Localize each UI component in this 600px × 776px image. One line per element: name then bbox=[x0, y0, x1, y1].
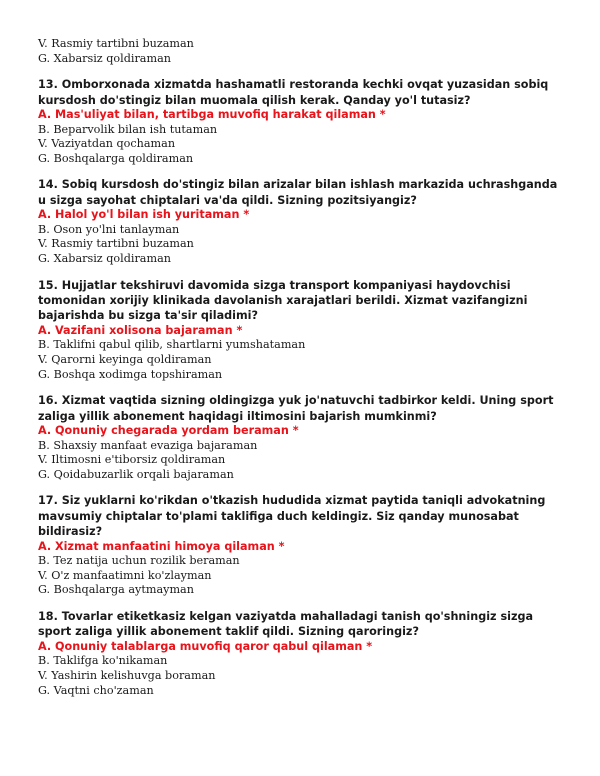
question-16 bbox=[38, 393, 568, 482]
option-v: V. Qarorni keyinga qoldiraman bbox=[38, 352, 212, 366]
question-17 bbox=[38, 493, 568, 598]
option-g: G. Vaqtni cho'zaman bbox=[38, 683, 154, 697]
option-b: B. Oson yo'lni tanlayman bbox=[38, 222, 180, 236]
document-page bbox=[38, 37, 568, 698]
question-14 bbox=[38, 177, 568, 266]
top-options bbox=[38, 37, 568, 66]
question-text: 17. Siz yuklarni ko'rikdan o'tkazish hududida xizmat paytida taniqli advokatning mavsumiy chiptalar to'plami taklifiga duch keldingiz. Siz qanday munosabat bildirasiz? bbox=[38, 494, 546, 539]
correct-answer: A. Halol yo'l bilan ish yuritaman * bbox=[38, 208, 250, 222]
option-g: G. Boshqa xodimga topshiraman bbox=[38, 367, 223, 381]
correct-answer: A. Vazifani xolisona bajaraman * bbox=[38, 323, 243, 337]
option-v: V. O'z manfaatimni ko'zlayman bbox=[38, 568, 212, 582]
question-text: 14. Sobiq kursdosh do'stingiz bilan arizalar bilan ishlash markazida uchrashganda u sizga sayohat chiptalari va'da qildi. Sizning pozitsiyangiz? bbox=[38, 178, 558, 207]
question-text: 15. Hujjatlar tekshiruvi davomida sizga transport kompaniyasi haydovchisi tomonidan xorijiy klinikada davolanish xarajatlari berildi. Xizmat vazifangizni bajarishda bu sizga ta'sir qiladimi? bbox=[38, 278, 528, 323]
option-b: B. Tez natija uchun rozilik beraman bbox=[38, 554, 240, 568]
option-v: V. Vaziyatdan qochaman bbox=[38, 137, 176, 151]
question-18 bbox=[38, 609, 568, 698]
option-v: V. Iltimosni e'tiborsiz qoldiraman bbox=[38, 453, 226, 467]
option-g: G. Qoidabuzarlik orqali bajaraman bbox=[38, 467, 234, 481]
option-v: V. Yashirin kelishuvga boraman bbox=[38, 668, 216, 682]
question-text: 16. Xizmat vaqtida sizning oldingizga yuk jo'natuvchi tadbirkor keldi. Uning sport zaliga yillik abonement haqidagi iltimosini bajarish mumkinmi? bbox=[38, 394, 554, 423]
option-b: B. Taklifga ko'nikaman bbox=[38, 654, 168, 668]
option-g: G. Boshqalarga qoldiraman bbox=[38, 151, 194, 165]
option-b: B. Shaxsiy manfaat evaziga bajaraman bbox=[38, 438, 258, 452]
correct-answer: A. Qonuniy talablarga muvofiq qaror qabul qilaman * bbox=[38, 639, 373, 653]
question-text: 13. Omborxonada xizmatda hashamatli restoranda kechki ovqat yuzasidan sobiq kursdosh do'stingiz bilan muomala qilish kerak. Qanday yo'l tutasiz? bbox=[38, 78, 549, 107]
question-text: 18. Tovarlar etiketkasiz kelgan vaziyatda mahalladagi tanish qo'shningiz sizga sport zaliga yillik abonement taklif qildi. Sizning qaroringiz? bbox=[38, 609, 534, 639]
option-g: G. Boshqalarga aytmayman bbox=[38, 583, 194, 597]
question-13 bbox=[38, 77, 568, 166]
correct-answer: A. Qonuniy chegarada yordam beraman * bbox=[38, 423, 299, 437]
option-g: G. Xabarsiz qoldiraman bbox=[38, 251, 171, 265]
option-b: B. Beparvolik bilan ish tutaman bbox=[38, 122, 218, 136]
option-b: B. Taklifni qabul qilib, shartlarni yumshataman bbox=[38, 338, 306, 352]
correct-answer: A. Xizmat manfaatini himoya qilaman * bbox=[38, 539, 285, 553]
option-v: V. Rasmiy tartibni buzaman bbox=[38, 37, 194, 50]
option-g: G. Xabarsiz qoldiraman bbox=[38, 51, 171, 65]
option-v: V. Rasmiy tartibni buzaman bbox=[38, 237, 194, 251]
correct-answer: A. Mas'uliyat bilan, tartibga muvofiq harakat qilaman * bbox=[38, 108, 386, 121]
question-15 bbox=[38, 278, 568, 383]
